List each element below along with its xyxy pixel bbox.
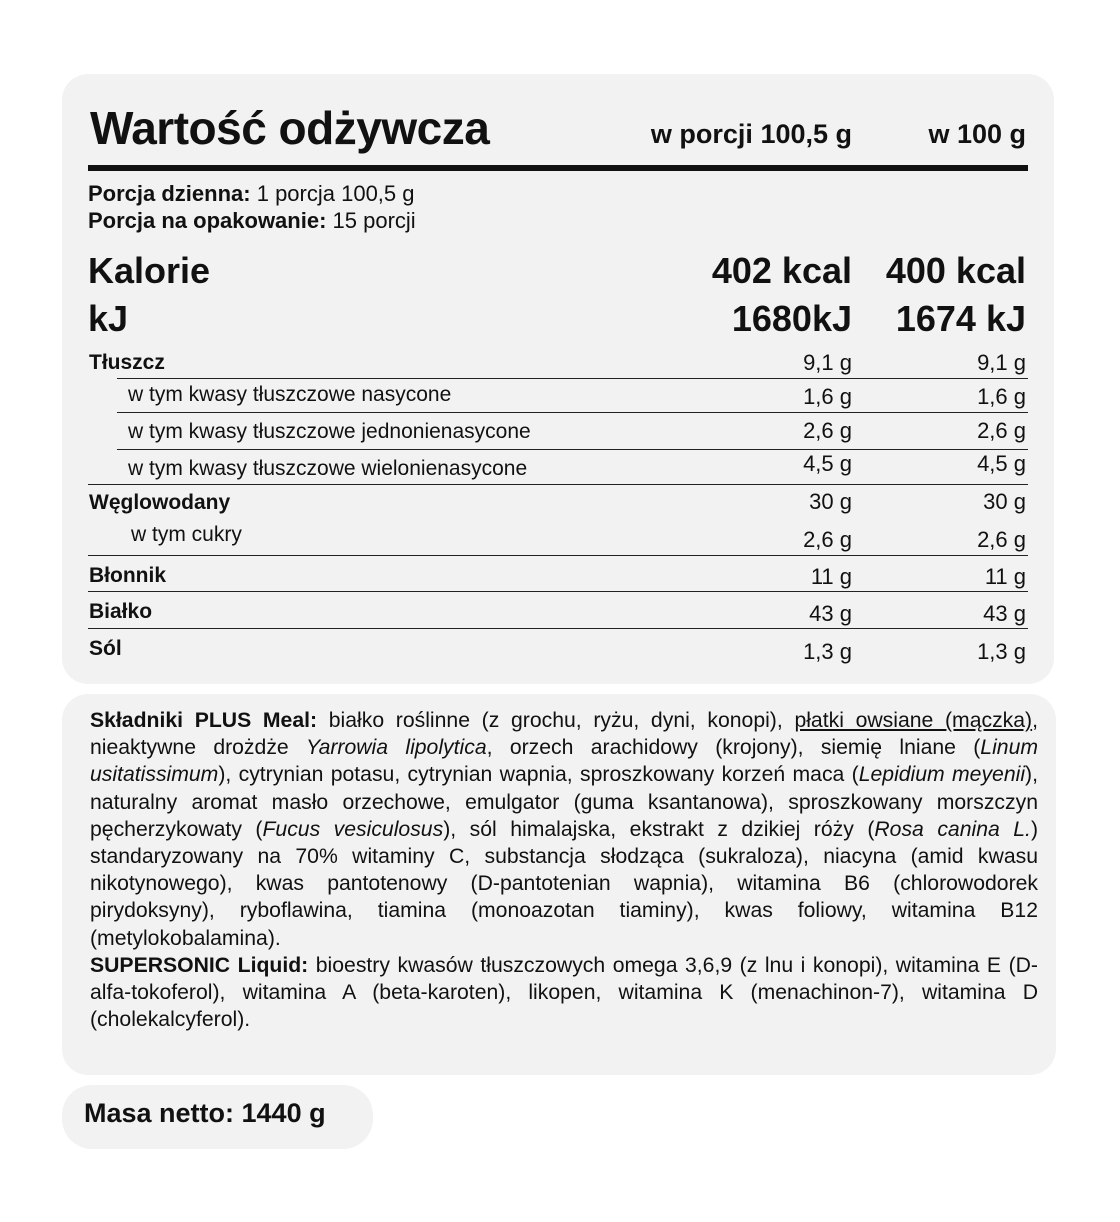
nutrient-portion-value: 2,6 g [803,527,852,552]
plus-meal-label: Składniki PLUS Meal: [90,709,318,732]
nutrient-portion-value: 1,3 g [803,639,852,664]
nutrient-per100-value: 2,6 g [977,527,1026,552]
daily-portion [88,181,415,207]
energy-kj-portion: 1680kJ [731,298,852,339]
nutrient-portion-value: 30 g [809,489,852,514]
nutrient-per100-value: 30 g [983,489,1026,514]
ingredients-segment: ) standaryzowany na 70% witaminy C, substancja słodząca (sukraloza), niacyna (amid kwasu nikotynowego), kwas pantotenowy (D-pantotenian wapnia), witamina B6 (chlorowodorek pirydoksyny), ryboflawina, tiamina (monoazotan tiaminy), kwas foliowy, witamina B12 (metylokobalamina). [90,817,1038,950]
nutrient-portion-value: 43 g [809,601,852,626]
column-header-100g: w 100 g [928,119,1026,149]
ingredients-segment: białko roślinne (z grochu, ryżu, dyni, konopi), [317,709,795,732]
nutrient-per100-value: 43 g [983,601,1026,626]
nutrient-portion-value: 4,5 g [803,451,852,476]
ingredients-underlined-segment: płatki owsiane (mączka) [794,709,1033,732]
energy-kj-label: kJ [88,298,129,339]
daily-portion-value: 1 porcja 100,5 g [256,181,415,206]
ingredients-segment: ), cytrynian potasu, cytrynian wapnia, sproszkowany korzeń maca ( [218,763,859,787]
calories-per100: 400 kcal [885,250,1026,291]
nutrient-per100-value: 2,6 g [977,418,1026,443]
nutrient-label: Węglowodany [89,491,231,514]
row-divider [88,555,1028,556]
nutrient-label: w tym kwasy tłuszczowe wielonienasycone [128,457,528,480]
supersonic-liquid-label: SUPERSONIC Liquid: [90,953,309,977]
portions-per-pack-label: Porcja na opakowanie: [88,208,327,233]
nutrient-portion-value: 9,1 g [803,350,852,375]
calories-label: Kalorie [88,250,211,291]
ingredients-latin-name: Rosa canina L. [874,817,1031,841]
row-divider [88,484,1028,485]
ingredients-latin-name: Fucus vesiculosus [262,817,444,841]
nutrient-per100-value: 1,6 g [977,384,1026,409]
daily-portion-label: Porcja dzienna: [88,181,251,206]
ingredients-segment: , nieaktywne drożdże [90,709,1038,760]
row-divider [117,449,1028,450]
ingredients-segment: ), naturalny aromat masło orzechowe, emulgator (guma ksantanowa), sproszkowany morszczyn pęcherzykowaty ( [90,763,1038,841]
nutrient-per100-value: 9,1 g [977,350,1026,375]
nutrient-portion-value: 11 g [810,564,852,589]
ingredients-text [90,707,1038,1033]
ingredients-segment: , orzech arachidowy (krojony), siemię lniane ( [486,736,981,760]
row-divider [88,591,1028,592]
calories-portion: 402 kcal [711,250,852,291]
row-divider [117,378,1028,379]
title-divider [88,165,1028,171]
nutrient-label: w tym kwasy tłuszczowe nasycone [128,383,452,406]
ingredients-segment: ), sól himalajska, ekstrakt z dzikiej róży ( [443,817,875,841]
nutrient-label: Białko [89,600,153,623]
nutrition-facts-panel [62,74,1054,684]
ingredients-latin-name: Linum usitatissimum [90,736,1039,787]
energy-kj-per100: 1674 kJ [895,298,1026,339]
nutrition-title: Wartość odżywcza [90,102,490,154]
nutrient-portion-value: 2,6 g [803,418,852,443]
nutrient-label: Tłuszcz [89,351,165,374]
nutrient-portion-value: 1,6 g [803,384,852,409]
nutrient-per100-value: 1,3 g [977,639,1026,664]
ingredients-panel [62,694,1056,1075]
ingredients-latin-name: Lepidium meyenii [858,763,1026,787]
nutrient-label: w tym cukry [131,523,242,546]
net-weight-text: Masa netto: 1440 g [84,1098,326,1128]
row-divider [88,628,1028,629]
nutrient-per100-value: 11 g [984,564,1026,589]
ingredients-latin-name: Yarrowia lipolytica [306,736,487,760]
row-divider [117,412,1028,413]
portions-per-pack-value: 15 porcji [332,208,416,233]
portions-per-pack [88,208,416,234]
column-header-portion: w porcji 100,5 g [650,119,852,149]
net-weight-badge [62,1085,373,1149]
nutrient-per100-value: 4,5 g [977,451,1026,476]
nutrient-label: w tym kwasy tłuszczowe jednonienasycone [128,420,531,443]
nutrient-label: Sól [89,637,122,660]
ingredients-segment: bioestry kwasów tłuszczowych omega 3,6,9 (z lnu i konopi), witamina E (D-alfa-tokoferol), witamina A (beta-karoten), likopen, witamina K (menachinon-7), witamina D (cholekalcyferol). [90,953,1038,1032]
nutrient-label: Błonnik [89,564,166,587]
